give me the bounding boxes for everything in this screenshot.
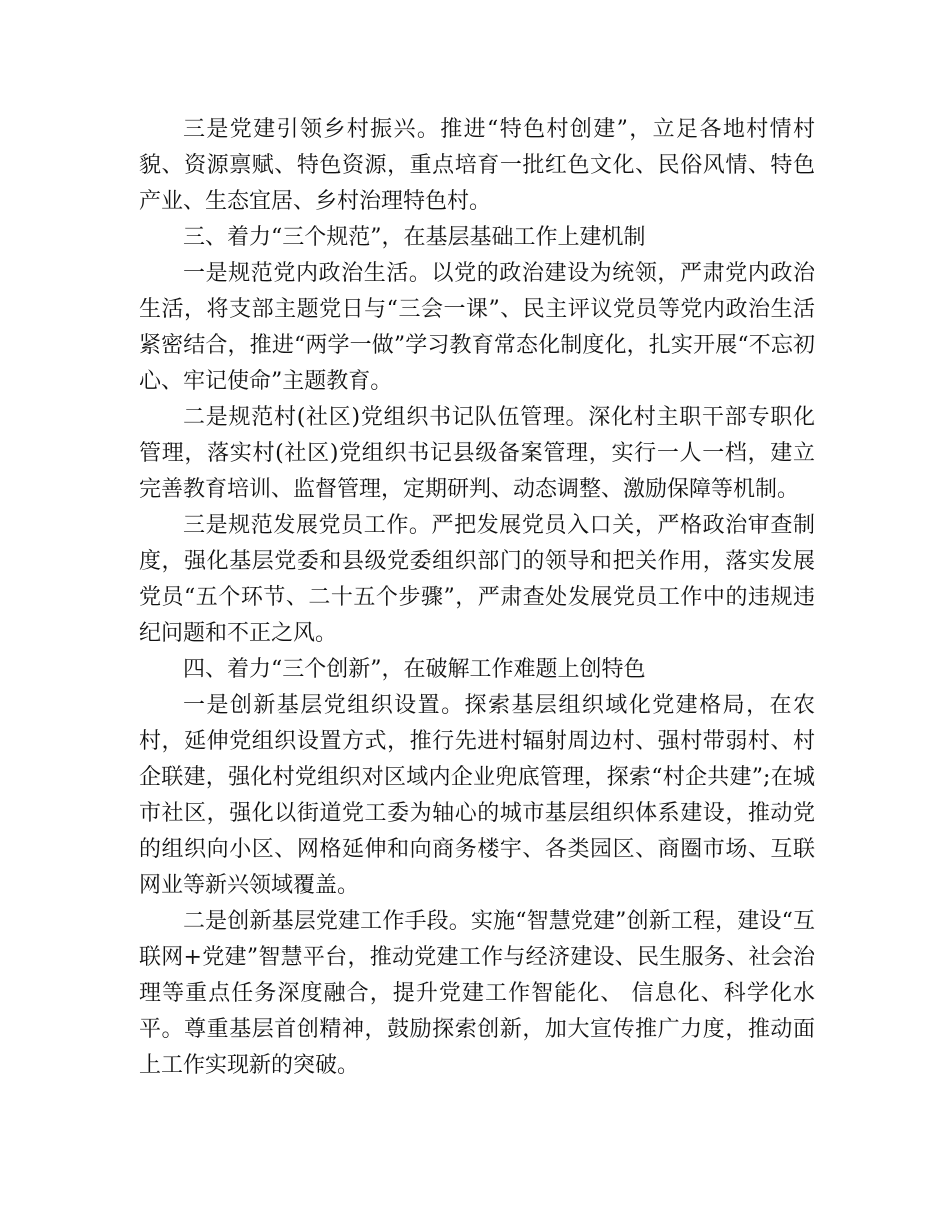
paragraph-rural-revitalization: 三是党建引领乡村振兴。推进“特色村创建”，立足各地村情村貌、资源禀赋、特色资源，重点培育一批红色文化、民俗风情、特色产业、生态宜居、乡村治理特色村。 [139,117,815,214]
section-heading-three-innovations: 四、着力“三个创新”，在破解工作难题上创特色 [183,657,646,682]
document-body [139,112,815,1084]
section-heading-three-norms: 三、着力“三个规范”，在基层基础工作上建机制 [183,225,646,250]
paragraph-secretary-management: 二是规范村(社区)党组织书记队伍管理。深化村主职干部专职化管理，落实村(社区)党组织书记县级备案管理，实行一人一档，建立完善教育培训、监督管理，定期研判、动态调整、激励保障等机制。 [139,405,815,502]
paragraph-organization-setup: 一是创新基层党组织设置。探索基层组织域化党建格局，在农村，延伸党组织设置方式，推行先进村辐射周边村、强村带弱村、村企联建，强化村党组织对区域内企业兜底管理，探索“村企共建”;在城市社区，强化以街道党工委为轴心的城市基层组织体系建设，推动党的组织向小区、网格延伸和向商务楼宇、各类园区、商圈市场、互联网业等新兴领域覆盖。 [139,693,815,898]
paragraph-party-member-development: 三是规范发展党员工作。严把发展党员入口关，严格政治审查制度，强化基层党委和县级党委组织部门的领导和把关作用，落实发展党员“五个环节、二十五个步骤”，严肃查处发展党员工作中的违规违纪问题和不正之风。 [139,513,815,646]
paragraph-political-life: 一是规范党内政治生活。以党的政治建设为统领，严肃党内政治生活，将支部主题党日与“三会一课”、民主评议党员等党内政治生活紧密结合，推进“两学一做”学习教育常态化制度化，扎实开展“不忘初心、牢记使命”主题教育。 [139,261,815,394]
paragraph-smart-party-building: 二是创新基层党建工作手段。实施“智慧党建”创新工程，建设“互联网+党建”智慧平台，推动党建工作与经济建设、民生服务、社会治理等重点任务深度融合，提升党建工作智能化、 信息化、科学化水平。尊重基层首创精神，鼓励探索创新，加大宣传推广力度，推动面上工作实现新的突破。 [139,909,815,1078]
